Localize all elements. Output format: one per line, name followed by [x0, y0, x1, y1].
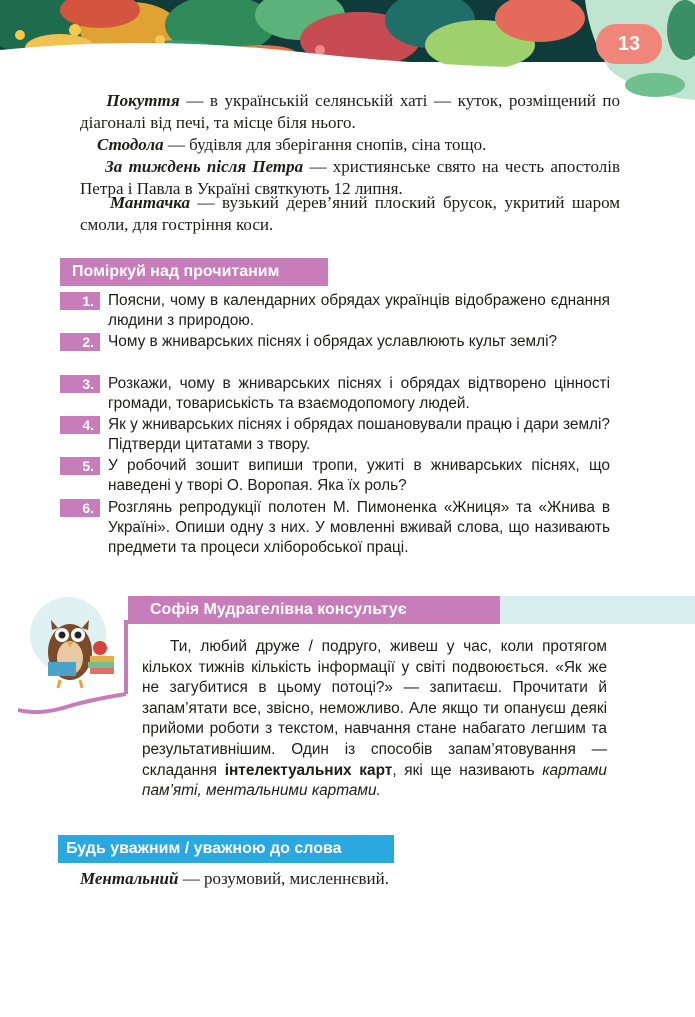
glossary-definition: — християнське свято на честь апостолів Петра і Павла в Україні святкують 12 липня.: [80, 157, 620, 198]
question-item: [60, 456, 610, 496]
glossary-entry: [80, 192, 620, 236]
consult-text-bold: інтелектуальних карт: [224, 761, 393, 779]
question-item: [60, 332, 610, 352]
reflect-heading: Поміркуй над прочитаним: [60, 258, 328, 286]
glossary-definition: — будівля для зберігання снопів, сіна тощо.: [163, 135, 487, 154]
glossary-term: Покуття: [106, 91, 180, 110]
question-number: 4.: [60, 416, 100, 434]
glossary-term: Стодола: [97, 135, 164, 154]
consult-heading: Софія Мудрагелівна консультує: [128, 596, 500, 624]
question-text: Чому в жниварських піснях і обрядах уславлюють культ землі?: [108, 333, 558, 350]
page-number: 13: [596, 24, 662, 64]
glossary-definition: — в українській селянській хаті — куток, розміщений по діагоналі від печі, та місце біля нього.: [80, 91, 621, 132]
question-text: Розкажи, чому в жниварських піснях і обрядах відтворено цінності громади, товариськість та взаємодопомогу людей.: [108, 375, 610, 413]
question-item: [60, 498, 610, 559]
word-heading: Будь уважним / уважною до слова: [58, 835, 394, 863]
question-number: 5.: [60, 457, 100, 475]
consult-text: [142, 637, 607, 802]
question-item: [60, 415, 610, 455]
question-number: 6.: [60, 499, 100, 517]
glossary-definition: — вузький дерев’яний плоский брусок, укритий шаром смоли, для гостріння коси.: [80, 193, 620, 234]
word-meaning: — розумовий, мисленнєвий.: [178, 869, 389, 888]
question-number: 3.: [60, 375, 100, 393]
leaves-illustration: [0, 0, 695, 100]
word-definition: [80, 868, 620, 890]
glossary-term: За тиждень після Петра: [105, 157, 304, 176]
consult-text-part: Ти, любий друже / подруго, живеш у час, коли протягом кількох тижнів кількість інформації у світі подвоюється. «Як же не загубитися в цьому потоці?» — запитаєш. Прочитати й запам’ятати все, звісно, неможливо. Але якщо ти опануєш деякі прийоми роботи з текстом, навчання стане набагато легшим та результативнішим. Один із способів запам’ятовування — складання: [142, 638, 607, 779]
decorative-header: [0, 0, 695, 100]
question-item: [60, 374, 610, 414]
owl-mascot-icon: [18, 590, 128, 720]
question-text: Розглянь репродукції полотен М. Пимоненка «Жниця» та «Жнива в Україні». Опиши одну з них. У мовленні вживай слова, що називають предмети та процеси хліборобської праці.: [108, 499, 610, 557]
question-number: 1.: [60, 292, 100, 310]
question-text: У робочий зошит випиши тропи, ужиті в жниварських піснях, що наведені у творі О. Воропая. Яка їх роль?: [108, 457, 610, 495]
glossary-term: Мантачка: [110, 193, 190, 212]
question-item: [60, 291, 610, 331]
question-text: Поясни, чому в календарних обрядах українців відображено єднання людини з природою.: [108, 292, 610, 330]
glossary-entry: [80, 90, 620, 134]
word-term: Ментальний: [80, 869, 179, 888]
consult-text-part: , які ще називають: [392, 761, 543, 779]
consult-text-italic: картами пам’яті, ментальними картами.: [142, 761, 607, 800]
question-text: Як у жниварських піснях і обрядах пошановували працю і дари землі? Підтверди цитатами з твору.: [108, 416, 610, 454]
question-number: 2.: [60, 333, 100, 351]
glossary-entry: [80, 134, 620, 156]
